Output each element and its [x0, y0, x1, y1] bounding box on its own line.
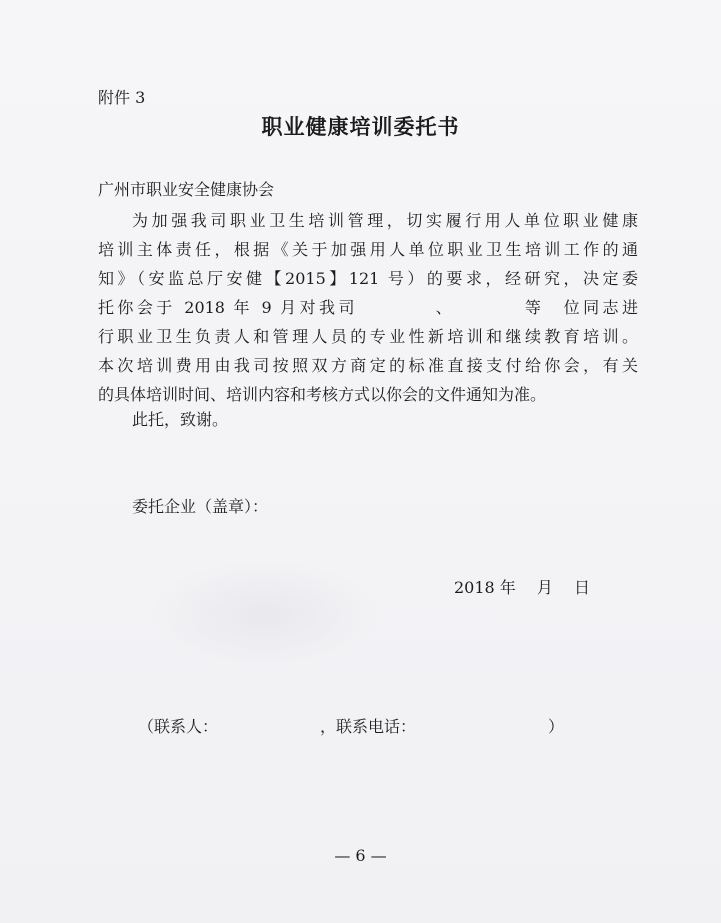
- body-text: [98, 206, 638, 409]
- body-line: 行职业卫生负责人和管理人员的专业性新培训和继续教育培训。: [98, 327, 638, 346]
- contact-person-label: （联系人：: [138, 717, 219, 736]
- contact-close-paren: ）: [548, 717, 565, 736]
- signer-label: 委托企业（盖章）：: [132, 497, 269, 516]
- page-number: — 6 —: [334, 846, 387, 865]
- body-line: 本次培训费用由我司按照双方商定的标准直接支付给你会，有关: [98, 356, 638, 375]
- closing-remark: 此托，致谢。: [132, 410, 229, 429]
- attachment-label: 附件 3: [98, 88, 146, 107]
- body-line: 知》（安监总厅安健【2015】121 号）的要求，经研究，决定委: [98, 269, 638, 288]
- faded-stamp-area: [150, 560, 380, 670]
- document-title: 职业健康培训委托书: [261, 114, 460, 139]
- body-line: 托你会于 2018 年 9 月对我司 、 等 位同志进: [98, 298, 638, 317]
- recipient: 广州市职业安全健康协会: [98, 180, 275, 199]
- body-line: 为加强我司职业卫生培训管理，切实履行用人单位职业健康: [132, 211, 638, 230]
- contact-line: [138, 717, 568, 739]
- date-line: 2018 年 月 日: [454, 578, 590, 597]
- body-line: 培训主体责任，根据《关于加强用人单位职业卫生培训工作的通: [98, 240, 638, 259]
- contact-phone-label: ，联系电话：: [320, 717, 417, 736]
- body-line: 的具体培训时间、培训内容和考核方式以你会的文件通知为准。: [98, 385, 547, 404]
